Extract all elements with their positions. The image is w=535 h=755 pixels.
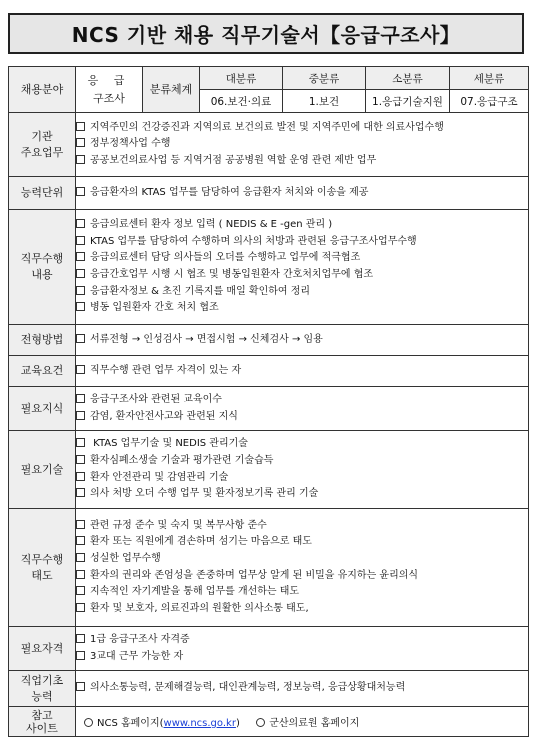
checkbox-square-icon: [76, 682, 85, 691]
row-content-cell: [76, 325, 529, 356]
checkbox-square-icon: [76, 536, 85, 545]
checkbox-square-icon: [76, 219, 85, 228]
row-competency-unit: [9, 177, 529, 210]
list-item: 1급 응급구조사 자격증: [76, 632, 528, 649]
row-label-cell: [9, 387, 76, 431]
minor-category-value: 1.응급기술지원: [366, 90, 450, 113]
checkbox-square-icon: [76, 122, 85, 131]
row-required-knowledge: [9, 387, 529, 431]
document-title: NCS 기반 채용 직무기술서【응급구조사】: [71, 23, 461, 47]
row-label-line: 태도: [31, 568, 53, 582]
row-content-cell: [76, 431, 529, 509]
middle-category-header: 중분류: [283, 67, 366, 90]
checkbox-square-icon: [76, 603, 85, 612]
checkbox-square-icon: [76, 472, 85, 481]
row-label-cell: [9, 627, 76, 671]
field-label-cell: [9, 67, 76, 113]
list-item: 응급의료센터 환자 정보 입력 ( NEDIS & E -gen 관리 ): [76, 217, 528, 234]
row-label-line: 직무수행: [20, 252, 64, 265]
checkbox-square-icon: [76, 138, 85, 147]
row-label-line: 기관: [31, 129, 53, 143]
major-category-value: 06.보건·의료: [200, 90, 283, 113]
row-content-cell: [76, 356, 529, 387]
row-label-line: 주요업무: [20, 145, 64, 159]
row-job-attitude: [9, 509, 529, 627]
major-category-header: 대분류: [200, 67, 283, 90]
list-item: 환자의 권리와 존엄성을 존중하며 업무상 알게 된 비밀을 유지하는 윤리의식: [76, 568, 528, 585]
row-label-line: 내용: [31, 268, 53, 281]
row-label-line: 필요자격: [20, 641, 64, 655]
list-item: 환자 안전관리 및 감염관리 기술: [76, 470, 528, 487]
middle-category-value: 1.보건: [283, 90, 366, 113]
list-item: 응급의료센터 담당 의사들의 오더를 수행하고 업무에 적극협조: [76, 250, 528, 267]
circle-bullet-icon: [256, 718, 265, 727]
ncs-site-prefix: NCS 홈페이지(: [97, 718, 164, 729]
list-item: 서류전형 → 인성검사 → 면접시험 → 신체검사 → 임용: [76, 332, 528, 349]
checkbox-square-icon: [76, 438, 85, 447]
row-label-line: 직업기초: [20, 673, 64, 687]
row-content-cell: [76, 707, 529, 737]
checkbox-square-icon: [76, 365, 85, 374]
row-reference-sites: [9, 707, 529, 737]
row-label-line: 참고: [31, 708, 53, 722]
checkbox-square-icon: [76, 334, 85, 343]
row-label-cell: [9, 325, 76, 356]
list-item: 의사 처방 오더 수행 업무 및 환자정보기록 관리 기술: [76, 486, 528, 503]
checkbox-square-icon: [76, 570, 85, 579]
list-item: 성실한 업무수행: [76, 551, 528, 568]
list-item: KTAS 업무기술 및 NEDIS 관리기술: [76, 436, 528, 453]
list-item: 3교대 근무 가능한 자: [76, 649, 528, 666]
list-item: 의사소통능력, 문제해결능력, 대인관계능력, 정보능력, 응급상황대처능력: [76, 680, 528, 697]
row-label-line: 필요기술: [20, 462, 64, 476]
job-description-table: [8, 66, 529, 737]
row-content-cell: [76, 113, 529, 177]
row-content-cell: [76, 671, 529, 707]
classification-header-row: [9, 67, 529, 90]
list-item: 감염, 환자안전사고와 관련된 지식: [76, 409, 528, 426]
row-label-cell: [9, 210, 76, 325]
row-content-cell: [76, 387, 529, 431]
row-content-cell: [76, 210, 529, 325]
reference-list: [76, 714, 528, 729]
checkbox-square-icon: [76, 553, 85, 562]
document-title-box: [8, 13, 524, 54]
field-value-cell: [76, 67, 143, 113]
row-required-skills: [9, 431, 529, 509]
checkbox-square-icon: [76, 269, 85, 278]
list-item: KTAS 업무를 담당하여 수행하며 의사의 처방과 관련된 응급구조사업무수행: [76, 234, 528, 251]
row-selection-method: [9, 325, 529, 356]
list-item: 지속적인 자기계발을 통해 업무를 개선하는 태도: [76, 584, 528, 601]
detail-category-value: 07.응급구조: [450, 90, 529, 113]
field-value-line-2: 구조사: [93, 91, 125, 105]
row-label-cell: [9, 177, 76, 210]
row-label-cell: [9, 113, 76, 177]
checkbox-square-icon: [76, 634, 85, 643]
checkbox-square-icon: [76, 187, 85, 196]
checkbox-square-icon: [76, 155, 85, 164]
list-item: 환자 또는 직원에게 겸손하며 섬기는 마음으로 태도: [76, 534, 528, 551]
row-label-line: 능력: [31, 689, 53, 703]
system-label-cell: [143, 67, 200, 113]
list-item: 응급구조사와 관련된 교육이수: [76, 392, 528, 409]
system-label: 분류체계: [149, 82, 193, 96]
checkbox-square-icon: [76, 488, 85, 497]
checkbox-square-icon: [76, 394, 85, 403]
row-main-duties: [9, 113, 529, 177]
ncs-site-suffix: ): [235, 718, 240, 729]
checkbox-square-icon: [76, 651, 85, 660]
checkbox-square-icon: [76, 302, 85, 311]
list-item: 공공보건의료사업 등 지역거점 공공병원 역할 운영 관련 제반 업무: [76, 153, 528, 170]
checkbox-square-icon: [76, 236, 85, 245]
row-content-cell: [76, 509, 529, 627]
list-item: 지역주민의 건강증진과 지역의료 보건의료 발전 및 지역주민에 대한 의료사업수행: [76, 120, 528, 137]
checkbox-square-icon: [76, 411, 85, 420]
row-education-requirement: [9, 356, 529, 387]
hospital-site-text: 군산의료원 홈페이지: [269, 718, 360, 729]
ncs-site-link[interactable]: www.ncs.go.kr: [163, 718, 236, 729]
list-item: 응급간호업무 시행 시 협조 및 병동입원환자 간호처치업무에 협조: [76, 267, 528, 284]
list-item: 직무수행 관련 업무 자격이 있는 자: [76, 363, 528, 380]
row-label-line: 교육요건: [20, 364, 64, 377]
row-label-cell: [9, 431, 76, 509]
row-label-cell: [9, 707, 76, 737]
row-label-line: 직무수행: [20, 552, 64, 566]
row-content-cell: [76, 627, 529, 671]
row-label-cell: [9, 509, 76, 627]
list-item: 관련 규정 준수 및 숙지 및 복무사항 준수: [76, 518, 528, 535]
row-basic-vocational-skills: [9, 671, 529, 707]
list-item: 응급환자의 KTAS 업무를 담당하여 응급환자 처치와 이송을 제공: [76, 185, 528, 202]
row-label-line: 능력단위: [20, 186, 64, 199]
list-item: 병동 입원환자 간호 처치 협조: [76, 300, 528, 317]
field-label: 채용분야: [20, 82, 64, 96]
row-required-qualification: [9, 627, 529, 671]
field-value-line-1: 응 급: [87, 73, 131, 87]
list-item: 응급환자정보 & 초진 기록지를 매일 확인하여 정리: [76, 284, 528, 301]
list-item: 환자 및 보호자, 의료진과의 원활한 의사소통 태도,: [76, 601, 528, 618]
row-label-line: 사이트: [26, 721, 58, 735]
row-label-cell: [9, 671, 76, 707]
row-job-content: [9, 210, 529, 325]
minor-category-header: 소분류: [366, 67, 450, 90]
row-label-line: 필요지식: [20, 401, 64, 415]
row-label-line: 전형방법: [20, 333, 64, 346]
checkbox-square-icon: [76, 252, 85, 261]
row-content-cell: [76, 177, 529, 210]
row-label-cell: [9, 356, 76, 387]
checkbox-square-icon: [76, 586, 85, 595]
checkbox-square-icon: [76, 286, 85, 295]
checkbox-square-icon: [76, 520, 85, 529]
list-item: 정부정책사업 수행: [76, 136, 528, 153]
detail-category-header: 세분류: [450, 67, 529, 90]
circle-bullet-icon: [84, 718, 93, 727]
list-item: 환자심폐소생술 기술과 평가관련 기술습득: [76, 453, 528, 470]
checkbox-square-icon: [76, 455, 85, 464]
